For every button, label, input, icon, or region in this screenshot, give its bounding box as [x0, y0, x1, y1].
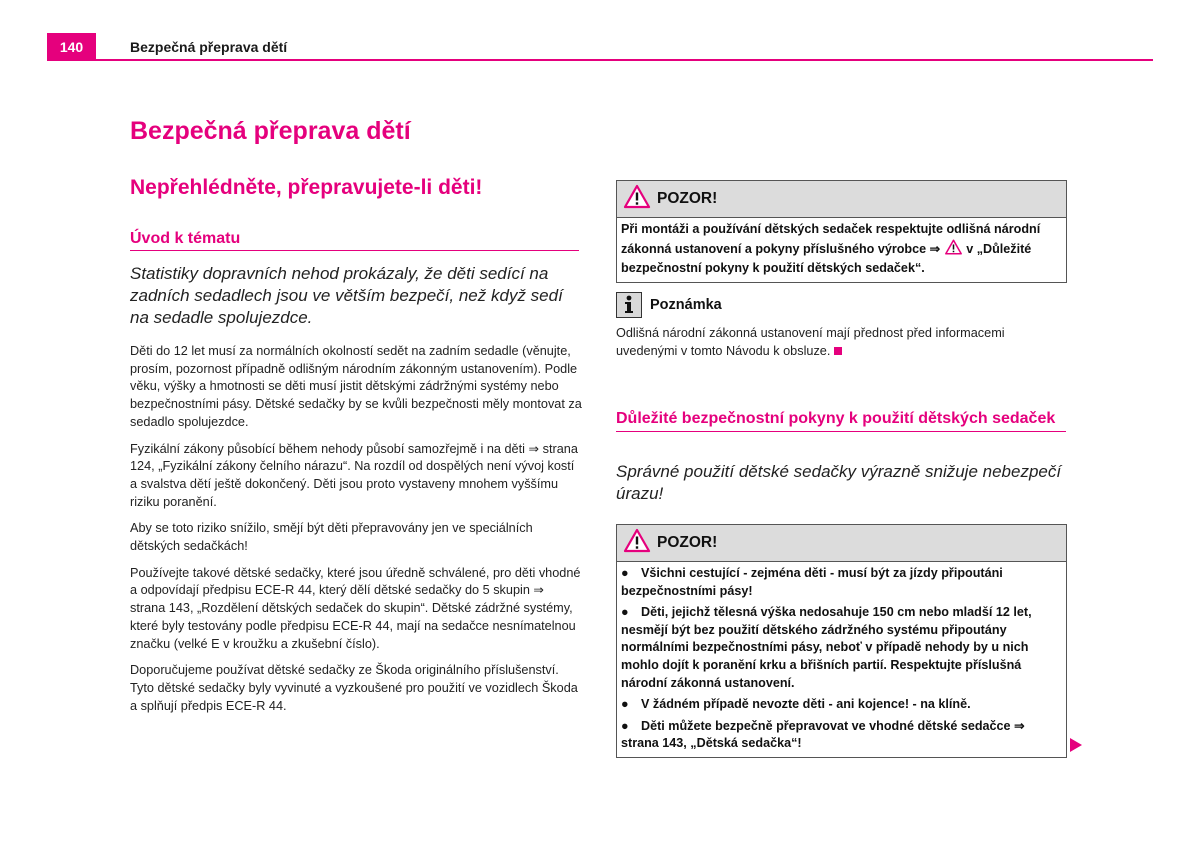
paragraph: Děti do 12 let musí za normálních okolností sedět na zadním sedadle (věnujte, prosím, pozornost případně odlišným národním zákonným ustanovením). Podle věku, výšky a hmotnosti se děti musí jistit dětskými zádržnými systémy nebo bezpečnostními pásy. Dětské sedačky by se kvůli bezpečnosti měly montovat za sedadlo spolujezdce.: [130, 344, 582, 429]
chapter-title: Bezpečná přeprava dětí: [130, 117, 411, 145]
note-title: Poznámka: [650, 297, 722, 313]
paragraph: Aby se toto riziko snížilo, smějí být děti přepravovány jen ve speciálních dětských sedačkách!: [130, 521, 533, 554]
paragraph: Používejte takové dětské sedačky, které jsou úředně schválené, pro děti vhodné a odpovídají předpisu ECE-R 44, který dělí dětské sedačky do 5 skupin ⇒ strana 143, „Rozdělení dětských sedaček do skupin“. Dětské zádržné systémy, které byly testovány podle předpisu ECE-R 44, mají na sedačce nesnímatelnou značku (velké E v kroužku a zkušební číslo).: [130, 565, 581, 651]
running-title: Bezpečná přeprava dětí: [130, 39, 288, 55]
section-title: Nepřehlédněte, přepravujete-li děti!: [130, 176, 483, 199]
subsection-title: Důležité bezpečnostní pokyny k použití dětských sedaček: [616, 408, 1066, 432]
end-of-section-marker: [834, 347, 842, 355]
list-item: ● Všichni cestující - zejména děti - musí být za jízdy připoutáni bezpečnostními pásy!: [621, 566, 1003, 598]
warning-box: [616, 180, 1067, 283]
note-text: Odlišná národní zákonná ustanovení mají přednost před informacemi uvedenými v tomto Návodu k obsluze.: [616, 326, 1005, 358]
list-item: ● V žádném případě nevozte děti - ani kojence! - na klíně.: [621, 697, 971, 712]
lead-paragraph: Statistiky dopravních nehod prokázaly, že děti sedící na zadních sedadlech jsou ve větším bezpečí, než když sedí na sedadle spolujezdce.: [130, 264, 563, 327]
lead-paragraph: Správné použití dětské sedačky výrazně snižuje nebezpečí úrazu!: [616, 462, 1062, 503]
warning-box: [616, 524, 1067, 758]
warning-header: [617, 181, 1066, 218]
note-header: [616, 292, 722, 318]
subsection-title: Úvod k tématu: [130, 230, 579, 251]
paragraph: Fyzikální zákony působící během nehody působí samozřejmě i na děti ⇒ strana 124, „Fyzikální zákony čelního nárazu“. Na rozdíl od dospělých není vývoj kostí a svalstva dětí ještě dokončený. Děti jsou proto vystaveny mnohem vyššímu riziku poranění.: [130, 441, 578, 509]
paragraph: Doporučujeme používat dětské sedačky ze Škoda originálního příslušenství. Tyto dětské sedačky byly vyvinuté a vyzkoušené pro použití ve vozidlech Škoda a splňují předpis ECE-R 44.: [130, 663, 578, 713]
note-info-icon: [616, 292, 642, 318]
warning-title: POZOR!: [657, 534, 718, 551]
warning-title: POZOR!: [657, 190, 718, 207]
warning-triangle-icon: [623, 528, 651, 558]
list-item: ● Děti, jejichž tělesná výška nedosahuje 150 cm nebo mladší 12 let, nesmějí být bez použití dětského zádržného systému připoutány normálními bezpečnostními pásy, neboť v případě nehody by u nich mohlo dojít k poranění krku a břišních partií. Respektujte příslušná národní zákonná ustanovení.: [621, 605, 1032, 690]
warning-list: [617, 562, 1066, 757]
warning-header: [617, 525, 1066, 562]
body-text: [130, 343, 582, 724]
page-number: 140: [47, 33, 96, 61]
header-rule: [47, 59, 1153, 61]
warning-triangle-icon: [944, 239, 963, 261]
warning-triangle-icon: [623, 184, 651, 214]
next-page-arrow-icon: [1070, 738, 1082, 757]
list-item: ● Děti můžete bezpečně přepravovat ve vhodné dětské sedačce ⇒ strana 143, „Dětská sedačka“!: [621, 718, 1025, 751]
warning-text: Při montáži a používání dětských sedaček respektujte odlišná národní zákonná ustanovení a pokyny příslušného výrobce ⇒ v „Důležité bezpečnostní pokyny k použití dětských sedaček“.: [621, 222, 1041, 276]
